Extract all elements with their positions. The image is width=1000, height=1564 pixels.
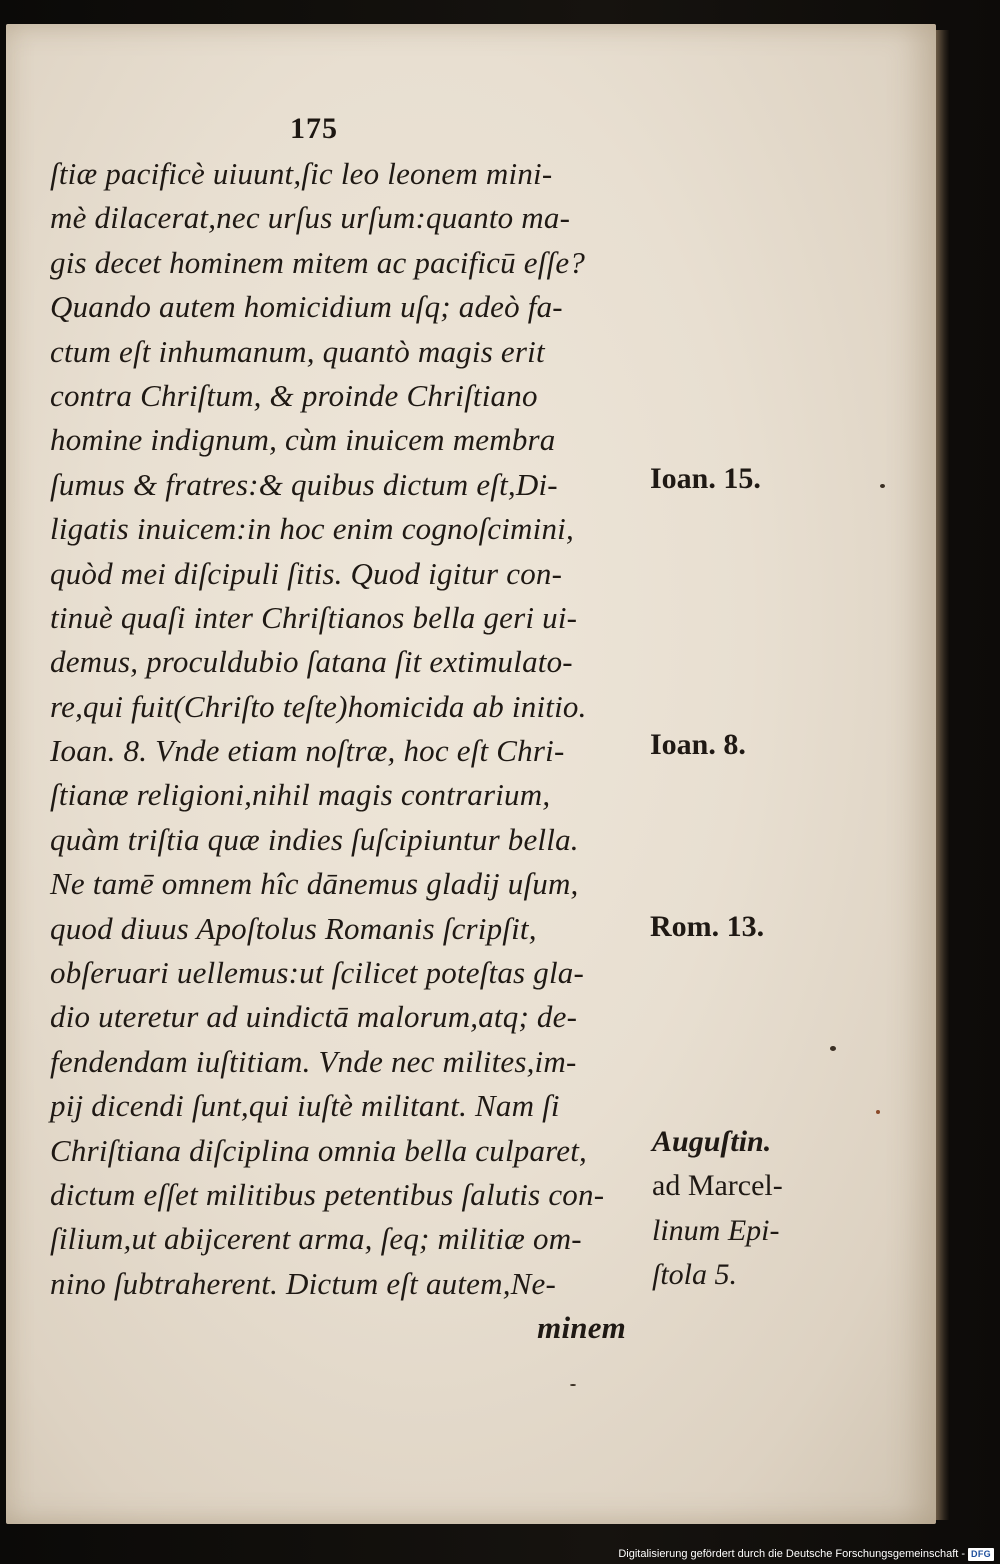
marginal-line: ſtola 5. <box>652 1258 738 1292</box>
text-line: Quando autem homicidium uſq; adeò fa- <box>50 289 563 325</box>
catchword: minem <box>537 1310 626 1346</box>
text-line: demus, proculdubio ſatana ſit extimulato- <box>50 644 573 680</box>
marginal-line: ad Marcel- <box>652 1169 783 1203</box>
text-line: ctum eſt inhumanum, quantò magis erit <box>50 333 545 369</box>
ink-speck <box>830 1046 836 1051</box>
text-line: Chriſtiana diſciplina omnia bella culparet, <box>50 1132 588 1168</box>
text-line: ſtiæ pacificè uiuunt,ſic leo leonem mini- <box>50 156 553 191</box>
text-line: ſilium,ut abijcerent arma, ſeq; militiæ om- <box>50 1221 582 1257</box>
marginal-line: linum Epi- <box>652 1213 780 1247</box>
text-line: quod diuus Apoſtolus Romanis ſcripſit, <box>50 910 537 946</box>
text-line: homine indignum, cùm inuicem membra <box>50 422 556 458</box>
text-line: dictum eſſet militibus petentibus ſalutis con- <box>50 1176 605 1212</box>
footer-separator: - <box>961 1548 965 1560</box>
text-line: tinuè quaſi inter Chriſtianos bella geri ui- <box>50 599 578 635</box>
marginal-note-augustin <box>652 1120 783 1298</box>
text-line: ſtianæ religioni,nihil magis contrarium, <box>50 777 551 813</box>
dfg-logo-icon: DFG <box>968 1548 994 1561</box>
text-line: gis decet hominem mitem ac pacificū eſſe? <box>50 244 586 280</box>
marginal-note-rom-13: Rom. 13. <box>650 910 765 943</box>
text-line: pij dicendi ſunt,qui iuſtè militant. Nam ſi <box>50 1088 560 1124</box>
ink-speck <box>880 484 885 488</box>
page-number: 175 <box>290 112 338 145</box>
text-line: mè dilacerat,nec urſus urſum:quanto ma- <box>50 200 571 236</box>
page-edge-shadow <box>936 30 950 1520</box>
marginal-note-ioan-15: Ioan. 15. <box>650 462 761 495</box>
text-line: dio uteretur ad uindictā malorum,atq; de- <box>50 999 578 1035</box>
text-line: nino ſubtraherent. Dictum eſt autem,Ne- <box>50 1265 557 1301</box>
marginal-note-ioan-8: Ioan. 8. <box>650 728 746 761</box>
text-line: Ne tamē omnem hîc dānemus gladij uſum, <box>50 866 579 902</box>
text-line: quòd mei diſcipuli ſitis. Quod igitur con- <box>50 555 563 591</box>
text-line: ſumus & fratres:& quibus dictum eſt,Di- <box>50 466 558 502</box>
ink-speck <box>570 1384 576 1386</box>
main-text-block <box>50 152 630 1351</box>
footer-credit-text: Digitalisierung gefördert durch die Deutsche Forschungsgemeinschaft <box>618 1548 959 1560</box>
ink-speck <box>876 1110 880 1114</box>
text-line: quàm triſtia quæ indies ſuſcipiuntur bella. <box>50 821 579 857</box>
text-line: ligatis inuicem:in hoc enim cognoſcimini, <box>50 511 574 547</box>
text-line: contra Chriſtum, & proinde Chriſtiano <box>50 377 538 413</box>
text-line: Ioan. 8. Vnde etiam noſtræ, hoc eſt Chri- <box>50 733 565 769</box>
text-line: fendendam iuſtitiam. Vnde nec milites,im- <box>50 1043 577 1079</box>
text-line: re,qui fuit(Chriſto teſte)homicida ab initio. <box>50 688 587 724</box>
text-line: obſeruari uellemus:ut ſcilicet poteſtas gla- <box>50 955 584 991</box>
marginal-line: Auguſtin. <box>652 1125 772 1158</box>
digitization-footer <box>600 1544 1000 1564</box>
